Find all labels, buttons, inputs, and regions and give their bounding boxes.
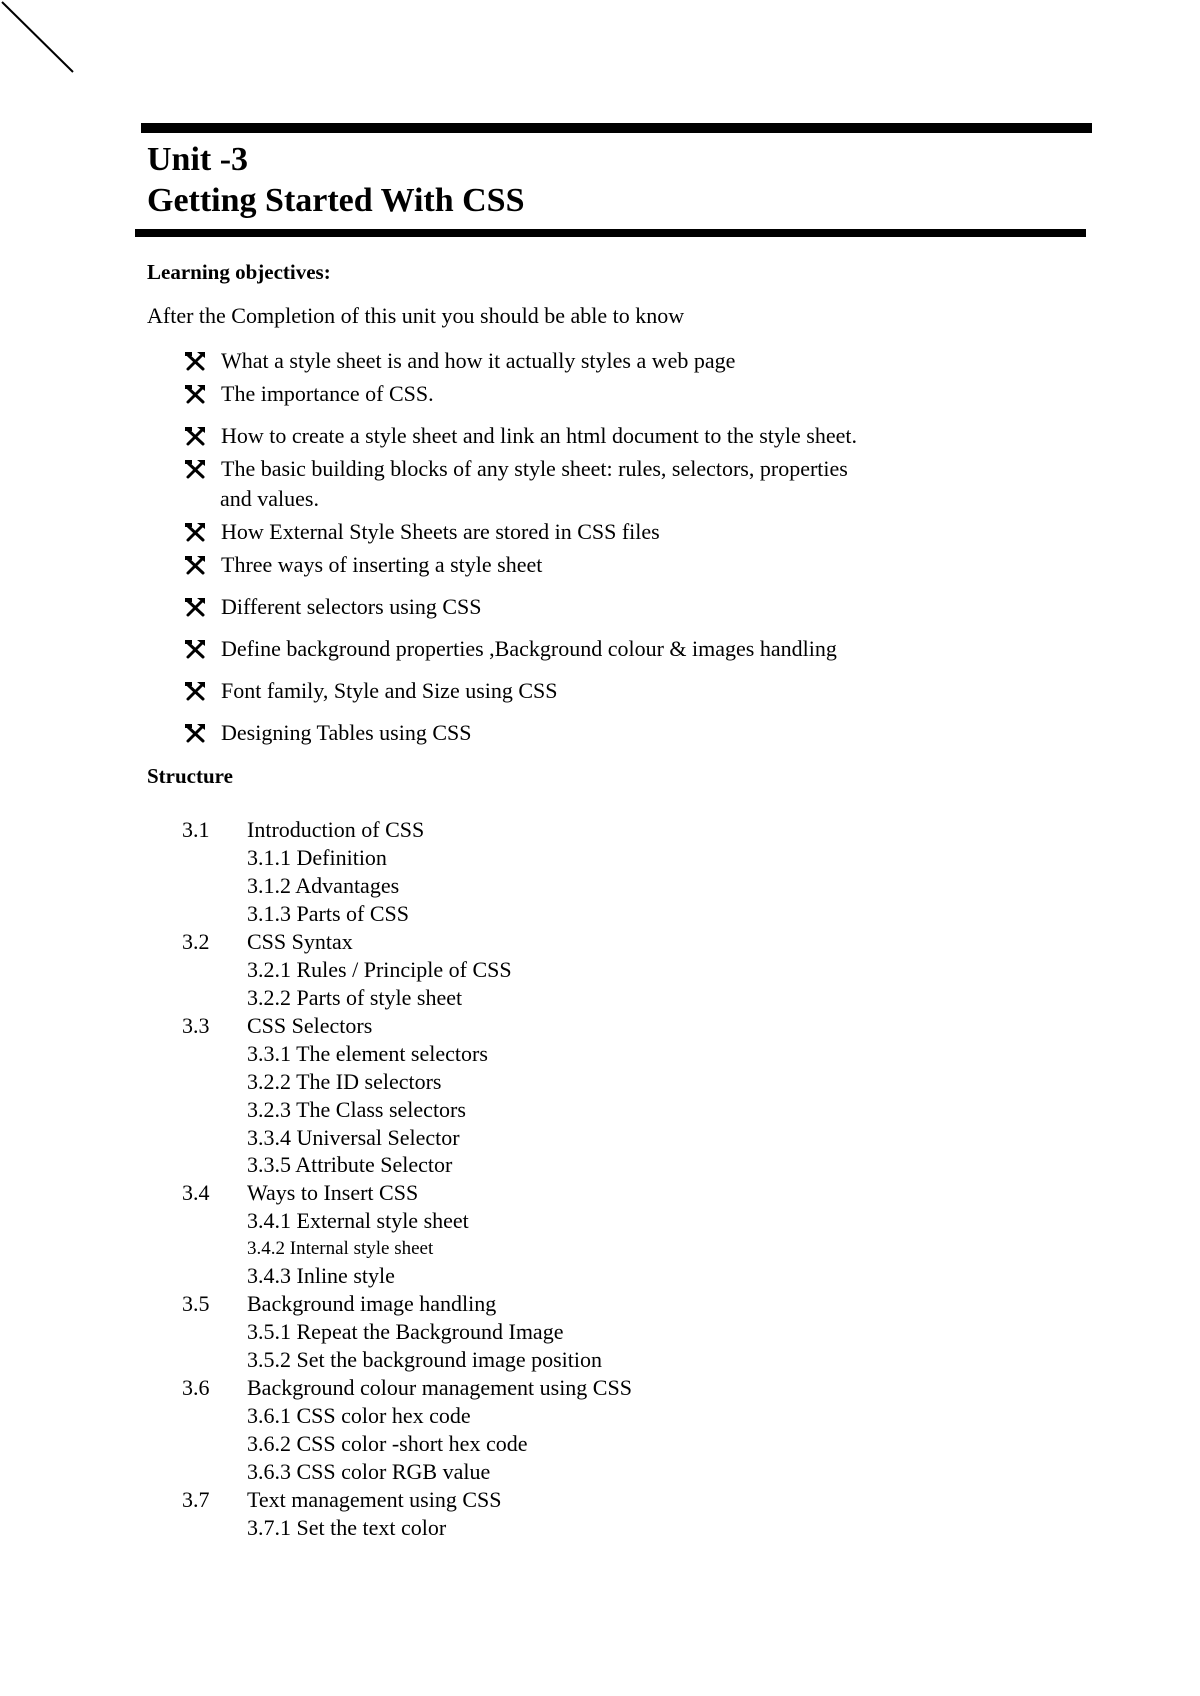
tools-icon [183,680,209,702]
toc-section-number: 3.3 [182,1013,210,1038]
tools-icon [183,521,209,543]
toc-subsection: 3.3.4 Universal Selector [247,1125,460,1150]
toc-subsection: 3.1.1 Definition [247,845,387,870]
toc-subsection: 3.2.1 Rules / Principle of CSS [247,957,512,982]
toc-subsection: 3.1.2 Advantages [247,873,400,898]
toc-subsection: 3.4.3 Inline style [247,1263,395,1288]
toc-section-title: CSS Selectors [247,1013,373,1038]
objective-text: Designing Tables using CSS [221,720,472,745]
objective-item [183,346,735,374]
toc-subsection: 3.1.3 Parts of CSS [247,901,409,926]
toc-section-number: 3.1 [182,817,210,842]
corner-line-decoration [0,0,80,80]
objective-item [183,592,482,620]
objective-text: What a style sheet is and how it actually styles a web page [221,348,736,373]
toc-subsection: 3.2.3 The Class selectors [247,1097,466,1122]
tools-icon [183,425,209,447]
unit-title [147,140,525,222]
toc-section-number: 3.2 [182,929,210,954]
toc-section-number: 3.5 [182,1291,210,1316]
objective-text: The basic building blocks of any style sheet: rules, selectors, properties [221,456,848,481]
objective-item [183,517,660,545]
toc-section-number: 3.6 [182,1375,210,1400]
toc-subsection: 3.2.2 The ID selectors [247,1069,442,1094]
objective-text: Font family, Style and Size using CSS [221,678,558,703]
top-rule [141,123,1092,133]
toc-section-title: Ways to Insert CSS [247,1180,419,1205]
structure-heading: Structure [147,764,233,788]
objective-text: The importance of CSS. [221,381,434,406]
objective-text: How External Style Sheets are stored in CSS files [221,519,660,544]
toc-subsection: 3.5.2 Set the background image position [247,1347,602,1372]
tools-icon [183,554,209,576]
toc-subsection: 3.6.2 CSS color -short hex code [247,1431,528,1456]
objective-text: Different selectors using CSS [221,594,482,619]
objective-item [183,454,848,482]
toc-section-title: Text management using CSS [247,1487,502,1512]
objective-item [183,676,558,704]
objective-text: Three ways of inserting a style sheet [221,552,543,577]
toc-subsection: 3.7.1 Set the text color [247,1515,447,1540]
tools-icon [183,350,209,372]
toc-section-number: 3.4 [182,1180,210,1205]
unit-heading: Getting Started With CSS [147,181,525,219]
toc-subsection: 3.2.2 Parts of style sheet [247,985,463,1010]
objective-continuation: and values. [220,486,319,511]
objective-item [183,379,434,407]
tools-icon [183,638,209,660]
learning-objectives-heading: Learning objectives: [147,260,331,284]
objective-item [183,718,471,746]
toc-section-title: Introduction of CSS [247,817,425,842]
bottom-rule [135,229,1086,237]
objective-text: How to create a style sheet and link an html document to the style sheet. [221,423,857,448]
tools-icon [183,383,209,405]
toc-subsection: 3.6.1 CSS color hex code [247,1403,471,1428]
objective-item [183,421,857,449]
objective-item [183,634,837,662]
objective-item [183,550,542,578]
objective-text: Define background properties ,Background colour & images handling [221,636,837,661]
toc-subsection: 3.6.3 CSS color RGB value [247,1459,491,1484]
toc-subsection: 3.3.5 Attribute Selector [247,1152,453,1177]
toc-section-number: 3.7 [182,1487,210,1512]
toc-subsection: 3.4.2 Internal style sheet [247,1238,434,1259]
toc-subsection: 3.3.1 The element selectors [247,1041,488,1066]
tools-icon [183,722,209,744]
unit-number: Unit -3 [147,141,249,178]
tools-icon [183,458,209,480]
toc-section-title: Background colour management using CSS [247,1375,632,1400]
toc-section-title: CSS Syntax [247,929,353,954]
toc-section-title: Background image handling [247,1291,497,1316]
toc-subsection: 3.4.1 External style sheet [247,1208,469,1233]
learning-objectives-intro: After the Completion of this unit you should be able to know [147,303,685,328]
tools-icon [183,596,209,618]
toc-subsection: 3.5.1 Repeat the Background Image [247,1319,564,1344]
